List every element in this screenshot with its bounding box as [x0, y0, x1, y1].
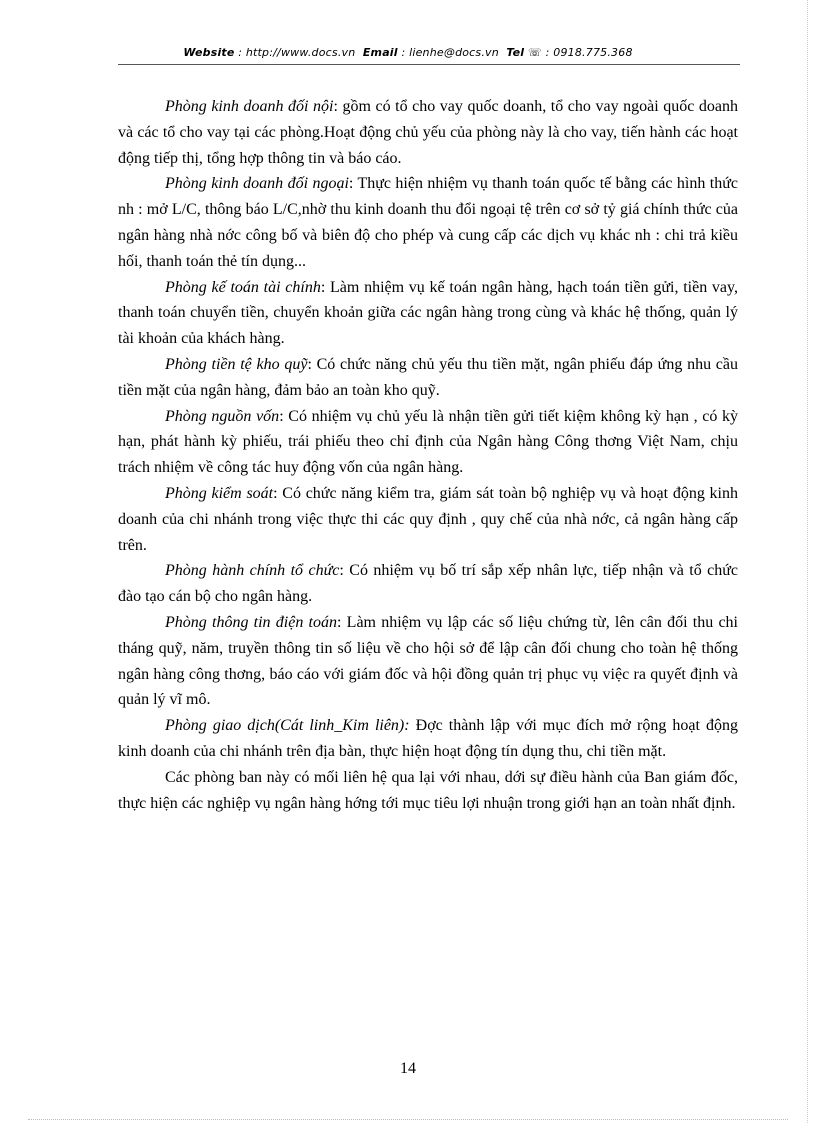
paragraph-term: Phòng giao dịch(Cát linh_Kim liên): [165, 717, 410, 735]
paragraph-text: Đợc thành lập với mục đích mở rộng hoạt động kinh doanh của chi nhánh trên địa bàn, thực hiện hoạt động tín dụng thu, chi tiền mặt. [118, 717, 738, 760]
paragraph-term: Phòng hành chính tổ chức [165, 562, 340, 580]
document-body [118, 94, 738, 816]
page-number: 14 [400, 1060, 416, 1077]
email-label: Email [362, 46, 398, 59]
paragraph-administration [118, 558, 738, 610]
page-bottom-border [28, 1119, 788, 1120]
paragraph-term: Phòng nguồn vốn [165, 407, 280, 425]
paragraph-it [118, 610, 738, 713]
paragraph-text: : Có chức năng chủ yếu thu tiền mặt, ngân phiếu đáp ứng nhu cầu tiền mặt của ngân hàng, đảm bảo an toàn kho quỹ. [118, 355, 738, 399]
paragraph-control [118, 481, 738, 558]
paragraph-term: Phòng kiểm soát [165, 484, 274, 502]
paragraph-transaction-office [118, 713, 738, 765]
page-right-border [807, 0, 808, 1123]
paragraph-text: : Có chức năng kiểm tra, giám sát toàn bộ nghiệp vụ và hoạt động kinh doanh của chi nhánh trong việc thực thi các quy định , quy chế của nhà nớc, cả ngân hàng cấp trên. [118, 484, 738, 554]
tel-label: Tel [506, 46, 525, 59]
paragraph-term: Phòng tiền tệ kho quỹ [165, 355, 308, 373]
paragraph-term: Phòng thông tin điện toán [165, 613, 337, 631]
paragraph-text: : Có nhiệm vụ bố trí sắp xếp nhân lực, tiếp nhận và tổ chức đào tạo cán bộ cho ngân hàng. [118, 562, 739, 606]
page-header: Website : http://www.docs.vn Email : lienhe@docs.vn Tel ☏ : 0918.775.368 [183, 46, 633, 59]
paragraph-funding [118, 404, 738, 481]
paragraph-term: Phòng kế toán tài chính [165, 278, 321, 296]
phone-icon: ☏ [527, 46, 542, 59]
paragraph-text: : gồm có tổ cho vay quốc doanh, tổ cho vay ngoài quốc doanh và các tổ cho vay tại các phòng.Hoạt động chủ yếu của phòng này là cho vay, tiến hành các hoạt động tiếp thị, tổng hợp thông tin và báo cáo. [118, 98, 738, 167]
header-divider [118, 64, 740, 65]
paragraph-summary [118, 765, 738, 817]
paragraph-foreign-business [118, 171, 738, 274]
paragraph-text: Các phòng ban này có mối liên hệ qua lại với nhau, dới sự điều hành của Ban giám đốc, thực hiện các nghiệp vụ ngân hàng hớng tới mục tiêu lợi nhuận trong giới hạn an toàn nhất định. [118, 768, 738, 812]
paragraph-text: : Thực hiện nhiệm vụ thanh toán quốc tế bằng các hình thức nh : mở L/C, thông báo L/C,nhờ thu kinh doanh thu đổi ngoại tệ trên cơ sở tỷ giá chính thức của ngân hàng nhà nớc công bố và biên độ cho phép và cung cấp các dịch vụ khác nh : chi trả kiều hối, thanh toán thẻ tín dụng... [118, 175, 738, 270]
paragraph-term: Phòng kinh doanh đối nội [165, 98, 334, 115]
paragraph-treasury [118, 352, 738, 404]
paragraph-term: Phòng kinh doanh đối ngoại [165, 175, 349, 193]
website-link[interactable]: http://www.docs.vn [245, 46, 356, 59]
paragraph-text: : Làm nhiệm vụ kế toán ngân hàng, hạch toán tiền gửi, tiền vay, thanh toán chuyển tiền, chuyển khoản giữa các ngân hàng trong cùng và khác hệ thống, quản lý tài khoản của khách hàng. [118, 278, 738, 348]
paragraph-text: : Có nhiệm vụ chủ yếu là nhận tiền gửi tiết kiệm không kỳ hạn , có kỳ hạn, phát hành kỳ phiếu, trái phiếu theo chỉ định của Ngân hàng Công thơng Việt Nam, chịu trách nhiệm về công tác huy động vốn của ngân hàng. [118, 407, 739, 477]
tel-number: 0918.775.368 [553, 46, 633, 59]
email-link[interactable]: lienhe@docs.vn [409, 46, 499, 59]
paragraph-accounting [118, 275, 738, 352]
paragraph-domestic-business [118, 94, 738, 171]
website-label: Website [183, 46, 235, 59]
paragraph-text: : Làm nhiệm vụ lập các số liệu chứng từ, lên cân đối thu chi tháng quỹ, năm, truyền thông tin số liệu về cho hội sở để lập cân đối chung cho toàn hệ thống ngân hàng công thơng, báo cáo với giám đốc và hội đồng quản trị phục vụ việc ra quyết định và quản lý vĩ mô. [118, 613, 739, 709]
